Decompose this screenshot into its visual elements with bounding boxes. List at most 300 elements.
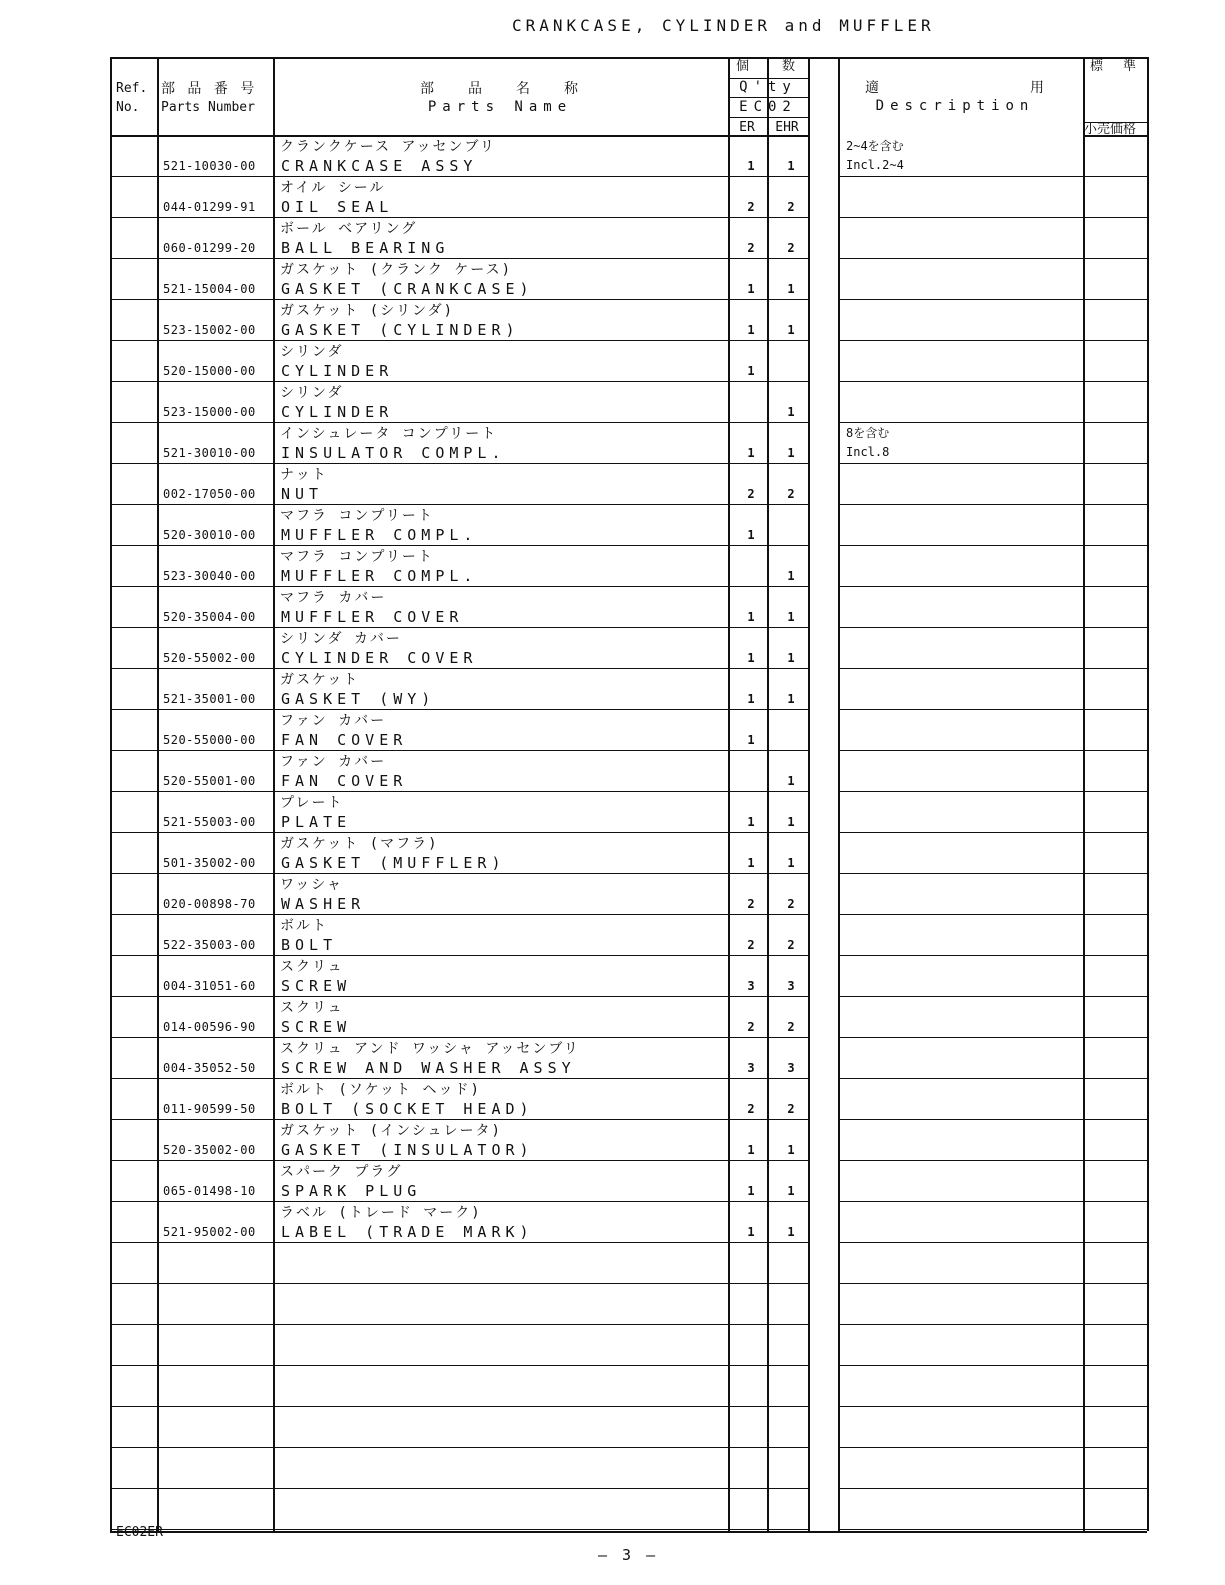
row-divider — [728, 1160, 808, 1161]
row-divider — [1083, 1119, 1147, 1120]
part-number: 520-55002-00 — [163, 651, 256, 665]
row-divider — [728, 791, 808, 792]
description-note-en: Incl.8 — [846, 445, 890, 459]
part-number: 020-00898-70 — [163, 897, 256, 911]
qty-ehr: 1 — [787, 815, 795, 829]
qty-er: 1 — [747, 692, 755, 706]
column-divider — [808, 57, 810, 1531]
row-divider — [728, 1119, 808, 1120]
qty-ehr: 2 — [787, 938, 795, 952]
description-header-en: Description — [875, 98, 1035, 114]
part-number: 520-15000-00 — [163, 364, 256, 378]
row-divider — [728, 1406, 808, 1407]
part-name-en: GASKET (CRANKCASE) — [281, 280, 534, 298]
part-number: 520-35002-00 — [163, 1143, 256, 1157]
part-name-en: INSULATOR COMPL. — [281, 444, 506, 462]
row-divider — [110, 1529, 728, 1530]
qty-ehr: 1 — [787, 446, 795, 460]
qty-er: 1 — [747, 323, 755, 337]
part-name-jp: マフラ コンプリート — [280, 549, 434, 565]
qty-subdivider — [728, 117, 808, 118]
row-divider — [110, 1201, 728, 1202]
qty-ehr: 1 — [787, 610, 795, 624]
row-divider — [110, 1078, 728, 1079]
description-header-jp: 用 — [1030, 80, 1046, 96]
row-divider — [1083, 463, 1147, 464]
row-divider — [838, 1365, 1083, 1366]
row-divider — [1083, 1365, 1147, 1366]
part-number: 520-35004-00 — [163, 610, 256, 624]
part-name-en: SCREW AND WASHER ASSY — [281, 1059, 576, 1077]
table-bottom-border — [110, 1531, 1147, 1533]
part-name-jp: ナット — [280, 467, 328, 483]
row-divider — [110, 1160, 728, 1161]
row-divider — [838, 996, 1083, 997]
column-divider — [157, 57, 159, 1531]
part-name-en: LABEL (TRADE MARK) — [281, 1223, 534, 1241]
row-divider — [838, 791, 1083, 792]
part-number: 501-35002-00 — [163, 856, 256, 870]
part-name-en: CYLINDER — [281, 403, 394, 421]
row-divider — [110, 873, 728, 874]
row-divider — [728, 668, 808, 669]
row-divider — [838, 750, 1083, 751]
part-name-jp: ボール ベアリング — [280, 221, 418, 237]
part-name-en: GASKET (CYLINDER) — [281, 321, 520, 339]
row-divider — [838, 340, 1083, 341]
qty-er: 2 — [747, 487, 755, 501]
row-divider — [728, 1078, 808, 1079]
row-divider — [110, 340, 728, 341]
qty-ehr: 1 — [787, 774, 795, 788]
row-divider — [838, 873, 1083, 874]
row-divider — [838, 586, 1083, 587]
row-divider — [838, 1324, 1083, 1325]
row-divider — [1083, 1242, 1147, 1243]
part-number: 520-30010-00 — [163, 528, 256, 542]
part-name-en: GASKET (MUFFLER) — [281, 854, 506, 872]
row-divider — [838, 299, 1083, 300]
part-name-en: GASKET (INSULATOR) — [281, 1141, 534, 1159]
part-name-en: MUFFLER COMPL. — [281, 567, 478, 585]
row-divider — [728, 1447, 808, 1448]
part-name-jp: プレート — [280, 795, 344, 811]
row-divider — [1083, 258, 1147, 259]
standard-header-jp: 準 — [1123, 59, 1137, 74]
qty-ehr: 1 — [787, 692, 795, 706]
column-divider — [728, 57, 730, 1531]
row-divider — [110, 709, 728, 710]
part-name-jp: シリンダ カバー — [280, 631, 402, 647]
row-divider — [838, 1488, 1083, 1489]
part-number: 521-30010-00 — [163, 446, 256, 460]
row-divider — [728, 873, 808, 874]
row-divider — [1083, 955, 1147, 956]
row-divider — [838, 1201, 1083, 1202]
row-divider — [1083, 914, 1147, 915]
row-divider — [728, 217, 808, 218]
qty-header-en: Q'ty — [739, 79, 797, 95]
row-divider — [1083, 668, 1147, 669]
qty-er: 1 — [747, 815, 755, 829]
column-divider — [1083, 57, 1085, 1531]
part-number: 522-35003-00 — [163, 938, 256, 952]
row-divider — [110, 299, 728, 300]
row-divider — [1083, 750, 1147, 751]
column-divider — [273, 57, 275, 1531]
row-divider — [728, 422, 808, 423]
qty-er: 1 — [747, 733, 755, 747]
row-divider — [1083, 340, 1147, 341]
part-name-en: BALL BEARING — [281, 239, 450, 257]
row-divider — [110, 668, 728, 669]
part-name-jp: シリンダ — [280, 344, 344, 360]
part-name-en: NUT — [281, 485, 324, 503]
part-name-en: SCREW — [281, 1018, 352, 1036]
row-divider — [838, 1283, 1083, 1284]
part-name-en: MUFFLER COVER — [281, 608, 464, 626]
qty-ehr: 1 — [787, 159, 795, 173]
part-number: 002-17050-00 — [163, 487, 256, 501]
part-number: 004-35052-50 — [163, 1061, 256, 1075]
qty-ehr: 1 — [787, 569, 795, 583]
qty-ehr-header: EHR — [775, 120, 799, 135]
row-divider — [838, 1078, 1083, 1079]
row-divider — [1083, 381, 1147, 382]
qty-er: 1 — [747, 1225, 755, 1239]
part-name-jp: クランクケース アッセンブリ — [280, 139, 496, 155]
row-divider — [110, 627, 728, 628]
row-divider — [838, 1119, 1083, 1120]
row-divider — [1083, 176, 1147, 177]
row-divider — [728, 709, 808, 710]
row-divider — [110, 750, 728, 751]
row-divider — [1083, 627, 1147, 628]
qty-er: 2 — [747, 1102, 755, 1116]
part-number: 044-01299-91 — [163, 200, 256, 214]
row-divider — [728, 1242, 808, 1243]
row-divider — [838, 627, 1083, 628]
page-title: CRANKCASE, CYLINDER and MUFFLER — [512, 16, 935, 35]
row-divider — [1083, 1406, 1147, 1407]
row-divider — [110, 791, 728, 792]
part-name-jp: ボルト — [280, 918, 328, 934]
part-number-header-jp: 部 品 番 号 — [161, 81, 257, 97]
qty-subdivider — [728, 97, 808, 98]
part-name-en: GASKET (WY) — [281, 690, 436, 708]
column-divider — [838, 57, 840, 1531]
part-name-jp: スクリュ — [280, 959, 344, 975]
row-divider — [1083, 1160, 1147, 1161]
row-divider — [1083, 709, 1147, 710]
qty-er: 2 — [747, 200, 755, 214]
row-divider — [838, 1242, 1083, 1243]
row-divider — [110, 504, 728, 505]
row-divider — [1083, 1529, 1147, 1530]
row-divider — [838, 1447, 1083, 1448]
standard-header-jp: 標 — [1090, 59, 1104, 74]
row-divider — [1083, 1488, 1147, 1489]
column-divider — [1147, 57, 1149, 1531]
qty-ehr: 1 — [787, 1225, 795, 1239]
row-divider — [728, 750, 808, 751]
qty-ehr: 2 — [787, 897, 795, 911]
row-divider — [728, 381, 808, 382]
qty-header-jp: 個 — [736, 59, 750, 74]
row-divider — [728, 258, 808, 259]
part-number: 060-01299-20 — [163, 241, 256, 255]
part-name-en: SPARK PLUG — [281, 1182, 422, 1200]
row-divider — [1083, 1037, 1147, 1038]
row-divider — [728, 1324, 808, 1325]
row-divider — [110, 217, 728, 218]
row-divider — [838, 709, 1083, 710]
part-name-jp: スクリュ アンド ワッシャ アッセンブリ — [280, 1041, 580, 1057]
qty-er: 1 — [747, 610, 755, 624]
row-divider — [728, 996, 808, 997]
part-number: 521-15004-00 — [163, 282, 256, 296]
row-divider — [110, 1488, 728, 1489]
row-divider — [1083, 504, 1147, 505]
row-divider — [728, 1283, 808, 1284]
qty-er: 1 — [747, 1143, 755, 1157]
table-top-border — [110, 57, 1147, 59]
description-note-en: Incl.2~4 — [846, 158, 904, 172]
row-divider — [728, 1365, 808, 1366]
row-divider — [728, 955, 808, 956]
qty-ehr: 2 — [787, 1020, 795, 1034]
page-number: — 3 — — [598, 1546, 659, 1564]
row-divider — [728, 627, 808, 628]
row-divider — [110, 996, 728, 997]
row-divider — [110, 1119, 728, 1120]
row-divider — [110, 176, 728, 177]
row-divider — [1083, 1201, 1147, 1202]
part-name-en: OIL SEAL — [281, 198, 394, 216]
row-divider — [1083, 1078, 1147, 1079]
row-divider — [110, 586, 728, 587]
part-name-en: FAN COVER — [281, 731, 408, 749]
qty-ehr: 1 — [787, 323, 795, 337]
part-number: 014-00596-90 — [163, 1020, 256, 1034]
ref-header: Ref. — [116, 81, 148, 96]
description-note-jp: 8を含む — [846, 426, 890, 440]
row-divider — [728, 1201, 808, 1202]
part-name-header-en: Parts Name — [427, 99, 573, 115]
row-divider — [728, 1529, 808, 1530]
qty-er: 1 — [747, 159, 755, 173]
part-name-en: BOLT — [281, 936, 338, 954]
part-name-header-jp: 部 品 名 称 — [420, 81, 580, 97]
part-name-jp: ガスケット (クランク ケース) — [280, 262, 513, 278]
row-divider — [110, 1037, 728, 1038]
row-divider — [728, 463, 808, 464]
row-divider — [838, 217, 1083, 218]
row-divider — [728, 1488, 808, 1489]
qty-er: 3 — [747, 1061, 755, 1075]
part-name-en: WASHER — [281, 895, 366, 913]
row-divider — [110, 1324, 728, 1325]
part-name-jp: スパーク プラグ — [280, 1164, 403, 1180]
row-divider — [110, 1365, 728, 1366]
row-divider — [838, 1160, 1083, 1161]
row-divider — [728, 299, 808, 300]
row-divider — [110, 381, 728, 382]
qty-ehr: 1 — [787, 405, 795, 419]
row-divider — [1083, 299, 1147, 300]
qty-er: 1 — [747, 446, 755, 460]
header-divider — [110, 135, 808, 137]
row-divider — [728, 176, 808, 177]
qty-er: 1 — [747, 856, 755, 870]
row-divider — [110, 545, 728, 546]
row-divider — [1083, 996, 1147, 997]
part-name-jp: ファン カバー — [280, 713, 387, 729]
qty-er: 2 — [747, 938, 755, 952]
row-divider — [728, 340, 808, 341]
qty-er: 1 — [747, 282, 755, 296]
part-number: 523-15000-00 — [163, 405, 256, 419]
qty-er: 2 — [747, 897, 755, 911]
row-divider — [110, 832, 728, 833]
description-note-jp: 2~4を含む — [846, 139, 904, 153]
qty-ehr: 1 — [787, 282, 795, 296]
column-divider — [110, 57, 112, 1531]
qty-ehr: 2 — [787, 200, 795, 214]
row-divider — [838, 422, 1083, 423]
qty-ehr: 2 — [787, 241, 795, 255]
qty-er: 3 — [747, 979, 755, 993]
part-name-jp: ワッシャ — [280, 877, 344, 893]
row-divider — [728, 545, 808, 546]
part-number: 521-95002-00 — [163, 1225, 256, 1239]
row-divider — [110, 1283, 728, 1284]
qty-er: 1 — [747, 651, 755, 665]
qty-header-jp: 数 — [782, 59, 796, 74]
part-number: 521-10030-00 — [163, 159, 256, 173]
qty-er: 1 — [747, 528, 755, 542]
row-divider — [110, 463, 728, 464]
part-name-en: SCREW — [281, 977, 352, 995]
row-divider — [838, 381, 1083, 382]
part-name-jp: オイル シール — [280, 180, 386, 196]
row-divider — [1083, 873, 1147, 874]
row-divider — [838, 955, 1083, 956]
row-divider — [728, 832, 808, 833]
row-divider — [728, 1037, 808, 1038]
part-number: 523-15002-00 — [163, 323, 256, 337]
row-divider — [838, 504, 1083, 505]
row-divider — [838, 668, 1083, 669]
row-divider — [728, 586, 808, 587]
footer-model-code: EC02ER — [116, 1525, 163, 1540]
row-divider — [1083, 1283, 1147, 1284]
qty-ehr: 1 — [787, 1184, 795, 1198]
part-name-en: MUFFLER COMPL. — [281, 526, 478, 544]
qty-ehr: 1 — [787, 651, 795, 665]
row-divider — [110, 1242, 728, 1243]
part-name-en: PLATE — [281, 813, 352, 831]
row-divider — [1083, 1324, 1147, 1325]
part-number: 521-35001-00 — [163, 692, 256, 706]
part-name-jp: ガスケット — [280, 672, 360, 688]
part-name-jp: ボルト (ソケット ヘッド) — [280, 1082, 481, 1098]
part-name-jp: シリンダ — [280, 385, 344, 401]
part-number: 004-31051-60 — [163, 979, 256, 993]
row-divider — [838, 832, 1083, 833]
row-divider — [1083, 545, 1147, 546]
row-divider — [728, 914, 808, 915]
row-divider — [838, 176, 1083, 177]
part-name-en: FAN COVER — [281, 772, 408, 790]
row-divider — [838, 258, 1083, 259]
row-divider — [110, 258, 728, 259]
qty-er: 1 — [747, 1184, 755, 1198]
row-divider — [110, 1447, 728, 1448]
part-name-en: CYLINDER — [281, 362, 394, 380]
ref-no-header: No. — [116, 100, 140, 115]
part-name-jp: マフラ カバー — [280, 590, 387, 606]
part-name-jp: スクリュ — [280, 1000, 344, 1016]
part-name-en: BOLT (SOCKET HEAD) — [281, 1100, 534, 1118]
part-number: 520-55001-00 — [163, 774, 256, 788]
row-divider — [838, 1406, 1083, 1407]
part-number: 521-55003-00 — [163, 815, 256, 829]
part-name-jp: マフラ コンプリート — [280, 508, 434, 524]
row-divider — [1083, 791, 1147, 792]
part-name-jp: ガスケット (マフラ) — [280, 836, 439, 852]
row-divider — [838, 914, 1083, 915]
part-number: 520-55000-00 — [163, 733, 256, 747]
row-divider — [1083, 422, 1147, 423]
qty-ehr: 1 — [787, 856, 795, 870]
retail-price-header: 小売価格 — [1084, 122, 1137, 137]
column-divider — [767, 57, 769, 1531]
row-divider — [838, 1037, 1083, 1038]
qty-ehr: 2 — [787, 1102, 795, 1116]
row-divider — [110, 914, 728, 915]
row-divider — [1083, 217, 1147, 218]
qty-er: 2 — [747, 241, 755, 255]
row-divider — [838, 463, 1083, 464]
row-divider — [1083, 832, 1147, 833]
part-number-header-en: Parts Number — [161, 100, 255, 115]
part-name-en: CYLINDER COVER — [281, 649, 478, 667]
qty-er: 2 — [747, 1020, 755, 1034]
row-divider — [728, 504, 808, 505]
description-header-jp: 適 — [865, 80, 881, 96]
qty-model: EC02 — [739, 99, 797, 115]
row-divider — [1083, 1447, 1147, 1448]
row-divider — [838, 545, 1083, 546]
part-number: 523-30040-00 — [163, 569, 256, 583]
qty-er: 1 — [747, 364, 755, 378]
row-divider — [110, 1406, 728, 1407]
part-name-jp: インシュレータ コンプリート — [280, 426, 498, 442]
part-number: 065-01498-10 — [163, 1184, 256, 1198]
qty-ehr: 1 — [787, 1143, 795, 1157]
row-divider — [110, 955, 728, 956]
qty-ehr: 3 — [787, 979, 795, 993]
qty-ehr: 3 — [787, 1061, 795, 1075]
part-name-jp: ファン カバー — [280, 754, 387, 770]
qty-er-header: ER — [739, 120, 755, 135]
part-name-jp: ガスケット (シリンダ) — [280, 303, 455, 319]
part-name-jp: ガスケット (インシュレータ) — [280, 1123, 502, 1139]
row-divider — [110, 422, 728, 423]
part-number: 011-90599-50 — [163, 1102, 256, 1116]
row-divider — [1083, 586, 1147, 587]
